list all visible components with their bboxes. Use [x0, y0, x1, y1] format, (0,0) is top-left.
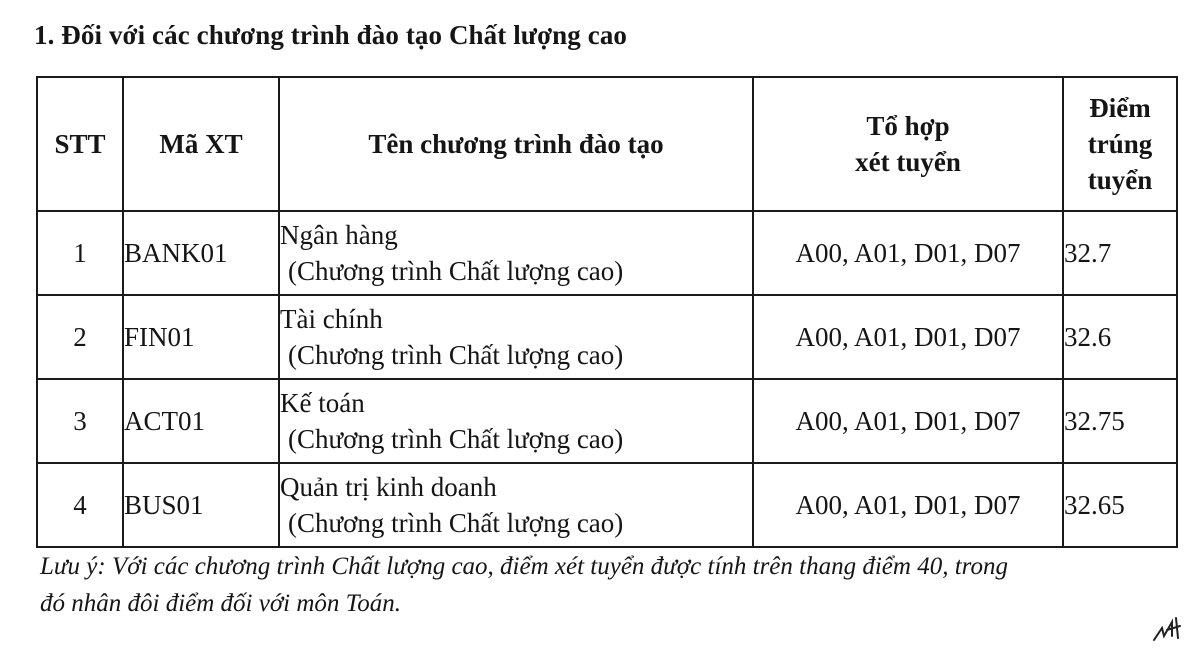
program-name: Ngân hàng — [280, 220, 398, 250]
header-score-line1: Điểm — [1089, 93, 1151, 123]
cell-program — [279, 463, 753, 547]
cell-code: FIN01 — [123, 295, 279, 379]
cell-score: 32.7 — [1063, 211, 1177, 295]
cell-score: 32.6 — [1063, 295, 1177, 379]
table-header-row — [37, 77, 1177, 211]
table-row — [37, 379, 1177, 463]
program-type: (Chương trình Chất lượng cao) — [288, 256, 624, 286]
cell-stt: 2 — [37, 295, 123, 379]
header-program: Tên chương trình đào tạo — [279, 77, 753, 211]
footnote-line2: đó nhân đôi điểm đối với môn Toán. — [40, 590, 402, 617]
section-heading: 1. Đối với các chương trình đào tạo Chất lượng cao — [34, 20, 628, 50]
cell-score: 32.65 — [1063, 463, 1177, 547]
header-score-line3: tuyển — [1087, 165, 1153, 195]
footnote — [40, 548, 1190, 622]
header-code: Mã XT — [123, 77, 279, 211]
cell-combination: A00, A01, D01, D07 — [753, 463, 1063, 547]
cell-program — [279, 295, 753, 379]
program-type: (Chương trình Chất lượng cao) — [288, 340, 624, 370]
program-name: Kế toán — [280, 388, 365, 418]
footnote-line1: Lưu ý: Với các chương trình Chất lượng cao, điểm xét tuyển được tính trên thang điểm 40, trong — [40, 553, 1008, 580]
cell-combination: A00, A01, D01, D07 — [753, 211, 1063, 295]
table-row — [37, 295, 1177, 379]
cell-code: BANK01 — [123, 211, 279, 295]
signature-mark — [1150, 606, 1190, 646]
program-type: (Chương trình Chất lượng cao) — [288, 424, 624, 454]
cell-stt: 1 — [37, 211, 123, 295]
cell-combination: A00, A01, D01, D07 — [753, 295, 1063, 379]
header-combination-line2: xét tuyển — [855, 147, 961, 177]
header-score-line2: trúng — [1087, 129, 1153, 159]
header-score — [1063, 77, 1177, 211]
cell-combination: A00, A01, D01, D07 — [753, 379, 1063, 463]
cell-stt: 4 — [37, 463, 123, 547]
header-combination — [753, 77, 1063, 211]
cell-program — [279, 211, 753, 295]
table-row — [37, 211, 1177, 295]
cell-code: BUS01 — [123, 463, 279, 547]
cell-program — [279, 379, 753, 463]
header-combination-line1: Tổ hợp — [866, 111, 950, 141]
program-type: (Chương trình Chất lượng cao) — [288, 508, 624, 538]
header-stt: STT — [37, 77, 123, 211]
cell-stt: 3 — [37, 379, 123, 463]
table-row — [37, 463, 1177, 547]
admission-scores-table — [36, 76, 1178, 548]
cell-code: ACT01 — [123, 379, 279, 463]
program-name: Tài chính — [280, 304, 383, 334]
program-name: Quản trị kinh doanh — [280, 472, 497, 502]
cell-score: 32.75 — [1063, 379, 1177, 463]
